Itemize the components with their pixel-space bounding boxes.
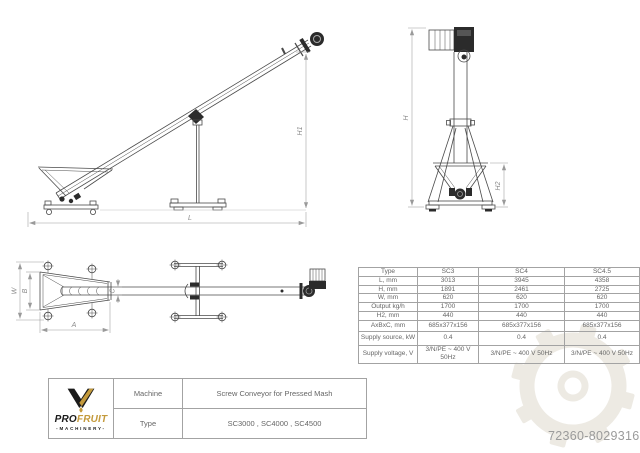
spec-row-width: [359, 294, 640, 303]
dimension-label: W: [11, 287, 19, 295]
dimension-label: H: [403, 115, 410, 121]
spec-label: L, mm: [359, 276, 418, 285]
spec-label: AxBxC, mm: [359, 320, 418, 331]
spec-value: 0.4: [565, 331, 640, 345]
spec-value: 3945: [479, 276, 565, 285]
dimension-label: A: [71, 322, 77, 329]
brand-name: [55, 414, 108, 425]
hopper-plan: [40, 272, 111, 310]
spec-row-abc: [359, 320, 640, 331]
spec-value: 1700: [418, 303, 479, 312]
spec-value: SC4.5: [565, 268, 640, 277]
machine-label: Machine: [114, 379, 183, 409]
spec-label: W, mm: [359, 294, 418, 303]
title-block: [48, 378, 367, 439]
dimension-L: [28, 212, 306, 227]
spec-value: 1700: [565, 303, 640, 312]
document-id: 72360-8029316: [548, 429, 640, 443]
spec-table: [358, 267, 640, 364]
base-frame: [426, 201, 495, 212]
dimension-label: L: [188, 215, 192, 222]
mid-support-frame: [170, 260, 228, 323]
spec-value: 3013: [418, 276, 479, 285]
spec-label: Supply voltage, V: [359, 345, 418, 363]
type-label: Type: [114, 409, 183, 439]
spec-value: 440: [418, 311, 479, 320]
spec-value: 2461: [479, 285, 565, 294]
hopper: [433, 163, 488, 200]
spec-value: 4358: [565, 276, 640, 285]
dimension-H: [403, 28, 426, 207]
brand-fruit: FRUIT: [76, 413, 108, 425]
spec-value: 3/N/PE ~ 400 V 50Hz: [479, 345, 565, 363]
spec-value: SC4: [479, 268, 565, 277]
spec-row-supply-source: [359, 331, 640, 345]
spec-value: 1700: [479, 303, 565, 312]
spec-value: 3/N/PE ~ 400 V 50Hz: [565, 345, 640, 363]
dimension-label: H2: [495, 181, 502, 191]
spec-row-length: [359, 276, 640, 285]
company-logo: [49, 379, 114, 438]
spec-value: 620: [418, 294, 479, 303]
brand-machinery: -MACHINERY-: [56, 425, 106, 431]
spec-row-height: [359, 285, 640, 294]
spec-value: 440: [479, 311, 565, 320]
spec-value: SC3: [418, 268, 479, 277]
end-motor-icon: [281, 269, 327, 299]
spec-label: H, mm: [359, 285, 418, 294]
profruit-logo-icon: [64, 387, 98, 413]
vertical-tube: [447, 52, 475, 163]
brand-pro: PRO: [54, 413, 77, 425]
type-value: SC3000 , SC4000 , SC4500: [227, 418, 322, 428]
support-stand: [170, 109, 226, 210]
spec-value: 620: [565, 294, 640, 303]
conveyor-tube: [56, 40, 311, 199]
spec-label: Output kg/h: [359, 303, 418, 312]
spec-label: H2, mm: [359, 311, 418, 320]
spec-value: 685x377x156: [479, 320, 565, 331]
dimension-label: C: [109, 288, 117, 294]
screw-auger: [61, 287, 99, 295]
spec-value: 685x377x156: [418, 320, 479, 331]
dimension-label: H1: [297, 126, 304, 136]
dimension-H1: [296, 52, 310, 208]
spec-label: Type: [359, 268, 418, 277]
spec-value: 0.4: [479, 331, 565, 345]
spec-value: 620: [479, 294, 565, 303]
spec-value: 1891: [418, 285, 479, 294]
spec-row-supply-voltage: [359, 345, 640, 363]
hopper-wheels: [43, 261, 98, 322]
top-view: [12, 260, 327, 334]
spec-value: 440: [565, 311, 640, 320]
spec-value: 0.4: [418, 331, 479, 345]
spec-row-h2: [359, 311, 640, 320]
side-view: [28, 32, 324, 227]
spec-value: 2725: [565, 285, 640, 294]
spec-label: Supply source, kW: [359, 331, 418, 345]
spec-value: 685x377x156: [565, 320, 640, 331]
spec-row-output: [359, 303, 640, 312]
machine-value: Screw Conveyor for Pressed Mash: [183, 379, 366, 409]
spec-row-type: [359, 268, 640, 277]
dimension-B: [22, 272, 40, 310]
spec-value: 3/N/PE ~ 400 V 50Hz: [418, 345, 479, 363]
front-view: [403, 27, 508, 212]
dimension-label: B: [22, 288, 29, 294]
